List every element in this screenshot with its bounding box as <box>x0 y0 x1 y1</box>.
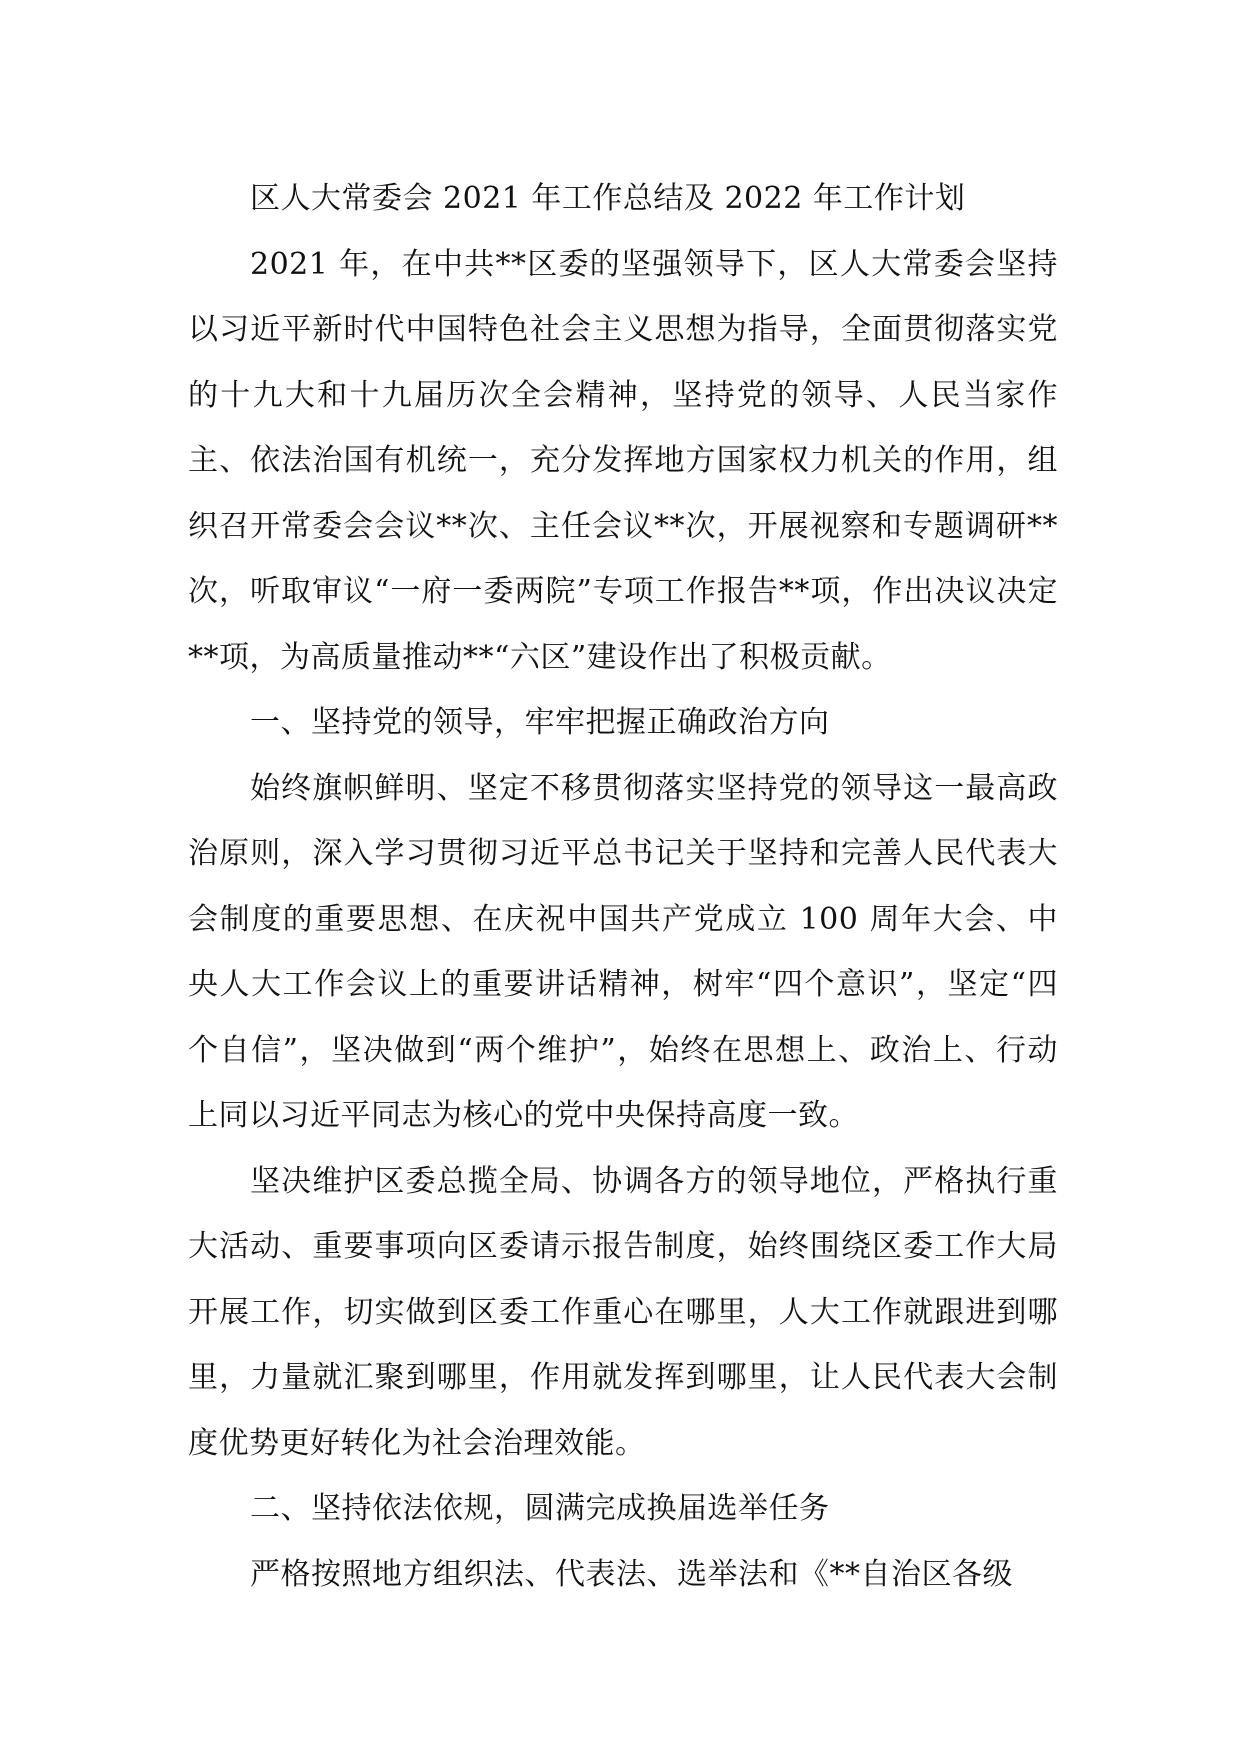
section-heading-1: 一、坚持党的领导，牢牢把握正确政治方向 <box>250 705 830 740</box>
section-2-paragraph-1: 严格按照地方组织法、代表法、选举法和《**自治区各级 <box>250 1556 1013 1592</box>
intro-paragraph: 2021 年，在中共**区委的坚强领导下，区人大常委会坚持以习近平新时代中国特色社会主义思想为指导，全面贯彻落实党的十九大和十九届历次全会精神，坚持党的领导、人民当家作主、依法治国有机统一，充分发挥地方国家权力机关的作用，组织召开常委会会议**次、主任会议**次，开展视察和专题调研**次，听取审议“一府一委两院”专项工作报告**项，作出决议决定**项，为高质量推动**“六区”建设作出了积极贡献。 <box>188 246 1058 675</box>
document-body <box>188 166 1058 1607</box>
section-1-paragraph-2: 坚决维护区委总揽全局、协调各方的领导地位，严格执行重大活动、重要事项向区委请示报告制度，始终围绕区委工作大局开展工作，切实做到区委工作重心在哪里，人大工作就跟进到哪里，力量就汇聚到哪里，作用就发挥到哪里，让人民代表大会制度优势更好转化为社会治理效能。 <box>188 1163 1058 1461</box>
section-1-paragraph-1: 始终旗帜鲜明、坚定不移贯彻落实坚持党的领导这一最高政治原则，深入学习贯彻习近平总书记关于坚持和完善人民代表大会制度的重要思想、在庆祝中国共产党成立 100 周年大会、中央人大工作会议上的重要讲话精神，树牢“四个意识”，坚定“四个自信”，坚决做到“两个维护”，始终在思想上、政治上、行动上同以习近平同志为核心的党中央保持高度一致。 <box>188 770 1058 1133</box>
section-heading-2: 二、坚持依法依规，圆满完成换届选举任务 <box>250 1491 830 1526</box>
document-title: 区人大常委会 2021 年工作总结及 2022 年工作计划 <box>250 181 966 216</box>
